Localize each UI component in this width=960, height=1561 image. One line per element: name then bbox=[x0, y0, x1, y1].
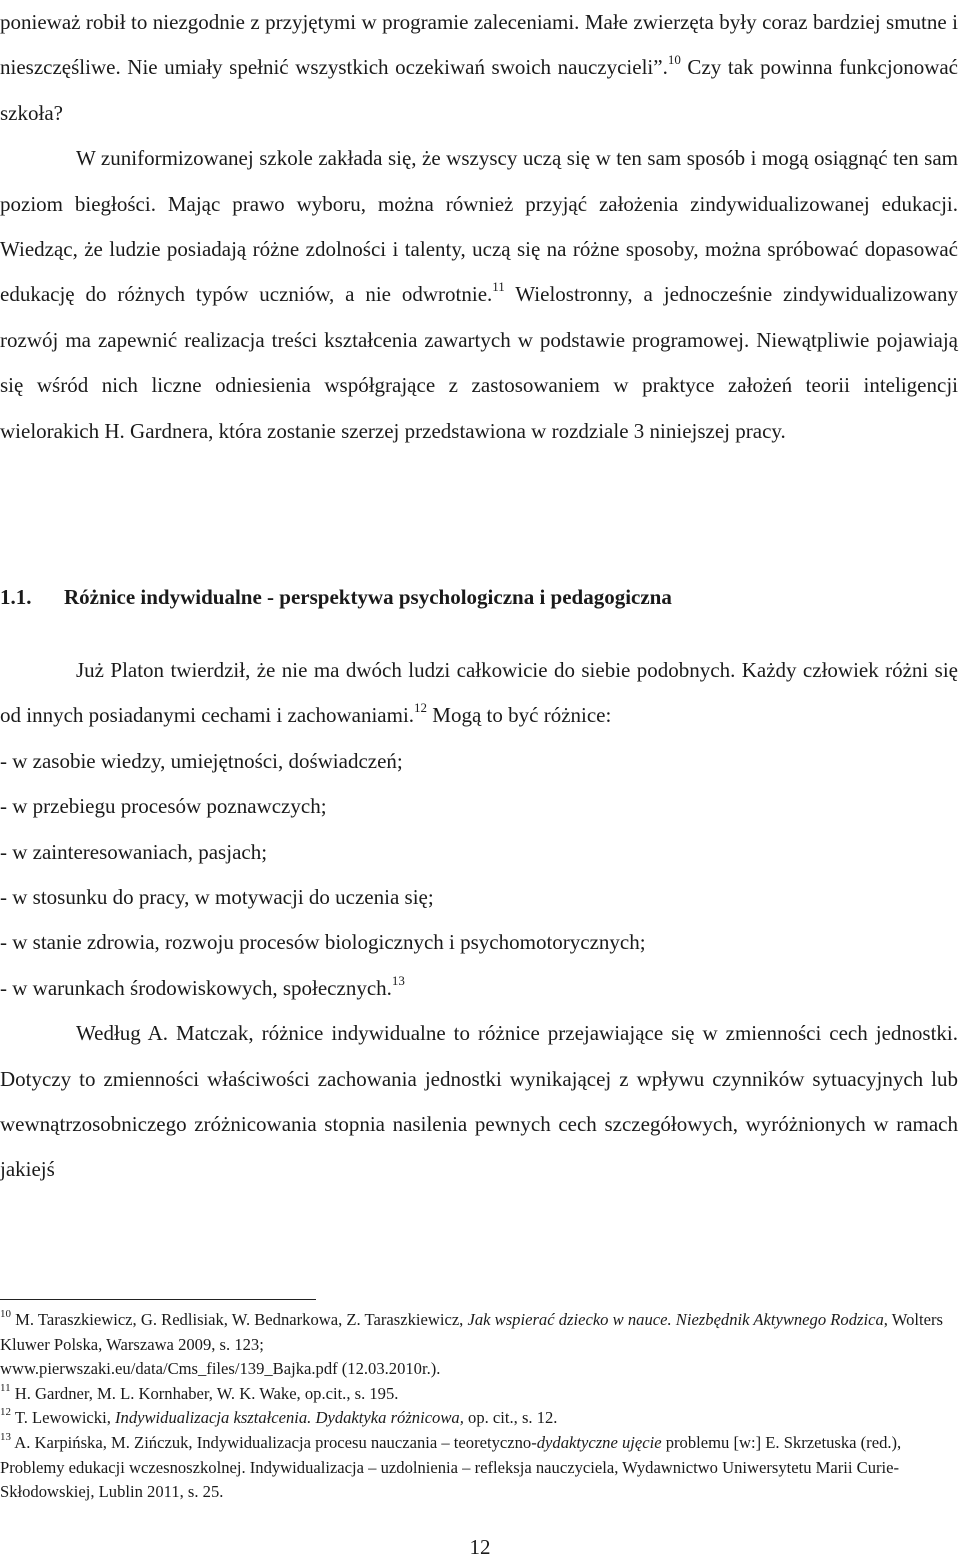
footnote-12 bbox=[0, 1406, 958, 1431]
footnote-text: A. Karpińska, M. Zińczuk, Indywidualizacja procesu nauczania – teoretyczno- bbox=[11, 1432, 537, 1452]
paragraph-text: Czy tak powinna funkcjonować szkoła? bbox=[0, 55, 959, 125]
section-body bbox=[0, 648, 958, 1193]
footnote-title: Jak wspierać dziecko w nauce. Niezbędnik Aktywnego Rodzica bbox=[467, 1310, 884, 1329]
section-heading bbox=[0, 578, 958, 616]
footnote-text: T. Lewowicki, bbox=[11, 1408, 115, 1428]
list-item: - w zainteresowaniach, pasjach; bbox=[0, 839, 268, 864]
paragraph-plato bbox=[0, 648, 958, 739]
footnotes bbox=[0, 1308, 958, 1505]
list-item-text: - w warunkach środowiskowych, społecznych. bbox=[0, 975, 392, 1000]
list-item: - w przebiegu procesów poznawczych; bbox=[0, 794, 327, 819]
paragraph-text: ponieważ robił to niezgodnie z przyjętymi w programie zaleceniami. Małe zwierzęta były coraz bardziej smutne i nieszczęśliwe. Nie umiały spełnić wszystkich oczekiwań swoich nauczycieli”. bbox=[0, 10, 958, 80]
paragraph-uniformized-school bbox=[0, 136, 958, 454]
paragraph-text: Wielostronny, a jednocześnie zindywidualizowany rozwój ma zapewnić realizacja treści kształcenia zawartych w podstawie programowej. Niewątpliwie pojawiają się wśród nich liczne odniesienia współgrające z zastosowaniem w praktyce założeń teorii inteligencji wielorakich H. Gardnera, która zostanie szerzej przedstawiona w rozdziale 3 niniejszej pracy. bbox=[0, 282, 959, 443]
footnote-mark: 12 bbox=[0, 1406, 11, 1419]
footnote-text: , Wolters Kluwer Polska, Warszawa 2009, s. 123; bbox=[0, 1310, 943, 1354]
footnote-11 bbox=[0, 1382, 958, 1407]
footnote-url: www.pierwszaki.eu/data/Cms_files/139_Bajka.pdf (12.03.2010r.). bbox=[0, 1359, 441, 1379]
footnote-text: H. Gardner, M. L. Kornhaber, W. K. Wake, op.cit., s. 195. bbox=[10, 1383, 399, 1403]
footnote-ref-10[interactable]: 10 bbox=[667, 52, 681, 68]
footnote-text: problemu [w:] E. Skrzetuska (red.), Problemy edukacji wczesnoszkolnej. Indywidualizacja – uzdolnienia – refleksja nauczyciela, Wydawnictwo Uniwersytetu Marii Curie-Skłodowskiej, Lublin 2011, s. 25. bbox=[0, 1432, 902, 1502]
footnote-text: op. cit., s. 12. bbox=[463, 1408, 558, 1428]
footnote-13 bbox=[0, 1431, 958, 1505]
paragraph-text: W zuniformizowanej szkole zakłada się, że wszyscy uczą się w ten sam sposób i mogą osiągnąć ten sam poziom biegłości. Mając prawo wyboru, można również przyjąć założenia zindywidualizowanej edukacji. Wiedząc, że ludzie posiadają różne zdolności i talenty, uczą się na różne sposoby, można spróbować dopasować edukację do różnych typów uczniów, a nie odwrotnie. bbox=[0, 146, 958, 307]
intro-text bbox=[0, 0, 958, 454]
footnote-text: M. Taraszkiewicz, G. Redlisiak, W. Bednarkowa, Z. Taraszkiewicz, bbox=[11, 1310, 468, 1329]
list-item bbox=[0, 966, 958, 1011]
section-number: 1.1. bbox=[0, 585, 32, 609]
page-number: 12 bbox=[469, 1535, 491, 1559]
footnote-mark: 13 bbox=[0, 1430, 11, 1443]
paragraph-text: Mogą to być różnice: bbox=[427, 703, 612, 728]
footnote-title: dydaktyczne ujęcie bbox=[536, 1432, 662, 1452]
paragraph-matczak: Według A. Matczak, różnice indywidualne to różnice przejawiające się w zmienności cech jednostki. Dotyczy to zmienności właściwości zachowania jednostki wynikającej z wpływu czynników sytuacyjnych lub wewnątrzosobniczego zróżnicowania stopnia nasilenia pewnych cech szczegółowych, wyróżnionych w ramach jakiejś bbox=[0, 1021, 958, 1182]
footnote-ref-13[interactable]: 13 bbox=[391, 972, 405, 988]
footnote-separator bbox=[0, 1299, 316, 1300]
paragraph-intro-continuation bbox=[0, 0, 958, 136]
footnote-title: Indywidualizacja kształcenia. Dydaktyka różnicowa, bbox=[115, 1408, 464, 1428]
footnote-mark: 11 bbox=[0, 1381, 11, 1394]
list-item: - w zasobie wiedzy, umiejętności, doświadczeń; bbox=[0, 748, 403, 773]
footnote-10 bbox=[0, 1308, 958, 1382]
list-item: - w stanie zdrowia, rozwoju procesów biologicznych i psychomotorycznych; bbox=[0, 930, 646, 955]
list-item: - w stosunku do pracy, w motywacji do uczenia się; bbox=[0, 885, 434, 910]
footnote-ref-12[interactable]: 12 bbox=[414, 700, 428, 716]
footnote-ref-11[interactable]: 11 bbox=[492, 279, 505, 295]
section-title: Różnice indywidualne - perspektywa psychologiczna i pedagogiczna bbox=[64, 585, 672, 609]
paragraph-text: Już Platon twierdził, że nie ma dwóch ludzi całkowicie do siebie podobnych. Każdy człowiek różni się od innych posiadanymi cechami i zachowaniami. bbox=[0, 658, 958, 728]
footnote-mark: 10 bbox=[0, 1308, 11, 1320]
